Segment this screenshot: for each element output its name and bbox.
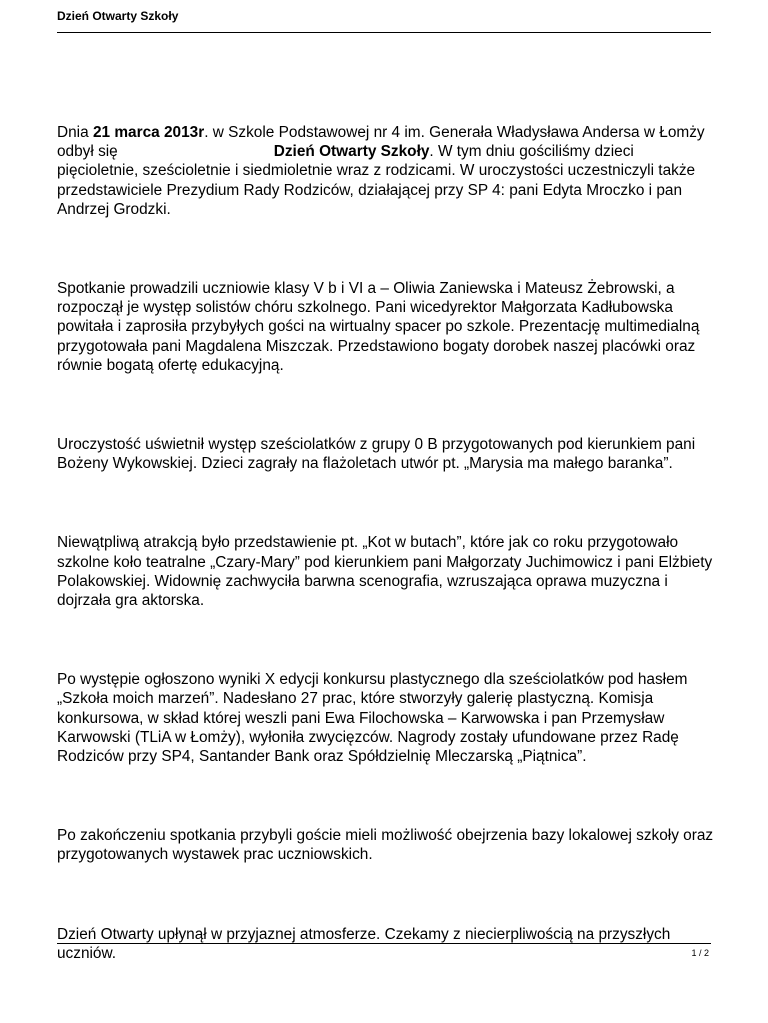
page-number: 1 / 2 — [691, 948, 709, 958]
paragraph-closing: Dzień Otwarty upłynął w przyjaznej atmosferze. Czekamy z niecierpliwością na przyszłych uczniów. — [57, 925, 671, 962]
intro-text-start: Dnia — [57, 124, 93, 141]
paragraph-program: Spotkanie prowadzili uczniowie klasy V b i VI a – Oliwia Zaniewska i Mateusz Żebrowski, a rozpoczął je występ solistów chóru szkolnego. Pani wicedyrektor Małgorzata Kadłubowska powitała i zaprosiła przybyłych gości na wirtualny spacer po szkole. Prezentację multimedialną przygotowała pani Magdalena Miszczak. Przedstawiono bogaty dorobek naszej placówki oraz równie bogatą ofertę edukacyjną. — [57, 280, 700, 374]
header-divider — [57, 32, 711, 33]
event-name: Dzień Otwarty Szkoły — [273, 143, 430, 161]
paragraph-play: Niewątpliwą atrakcją było przedstawienie pt. „Kot w butach”, które jak co roku przygotowało szkolne koło teatralne „Czary-Mary” pod kierunkiem pani Małgorzaty Juchimowicz i pani Elżbiety Polakowskiej. Widownię zachwyciła barwna scenografia, wzruszająca oprawa muzyczna i dojrzała gra aktorska. — [57, 534, 713, 610]
paragraph-tour: Po zakończeniu spotkania przybyli goście mieli możliwość obejrzenia bazy lokalowej szkoły oraz przygotowanych wystawek prac uczniowskich. — [57, 827, 714, 864]
event-date: 21 marca 2013r — [92, 124, 205, 141]
page-header-title: Dzień Otwarty Szkoły — [57, 9, 179, 23]
intro-text-end: . W tym dniu gościliśmy dzieci pięcioletnie, sześcioletnie i siedmioletnie wraz z rodzicami. W uroczystości uczestniczyli także przedstawiciele Prezydium Rady Rodziców, działającej przy SP 4: pani Edyta Mroczko i pan Andrzej Grodzki. — [57, 143, 696, 218]
paragraph-intro — [57, 123, 717, 219]
paragraph-contest: Po występie ogłoszono wyniki X edycji konkursu plastycznego dla sześciolatków pod hasłem „Szkoła moich marzeń”. Nadesłano 27 prac, które stworzyły galerię plastyczną. Komisja konkursowa, w skład której weszli pani Ewa Filochowska – Karwowska i pan Przemysław Karwowski (TLiA w Łomży), wyłoniła zwycięzców. Nagrody zostały ufundowane przez Radę Rodziców przy SP4, Santander Bank oraz Spółdzielnię Mleczarską „Piątnica”. — [57, 671, 688, 766]
article-body — [57, 123, 717, 1023]
paragraph-performance: Uroczystość uświetnił występ sześciolatków z grupy 0 B przygotowanych pod kierunkiem pani Bożeny Wykowskiej. Dzieci zagrały na flażoletach utwór pt. „Marysia ma małego baranka”. — [57, 436, 696, 473]
intro-text-school: . w Szkole Podstawowej nr 4 im. Generała Władysława Andersa w Łomży odbył się — [57, 124, 705, 161]
footer-divider — [57, 943, 711, 944]
